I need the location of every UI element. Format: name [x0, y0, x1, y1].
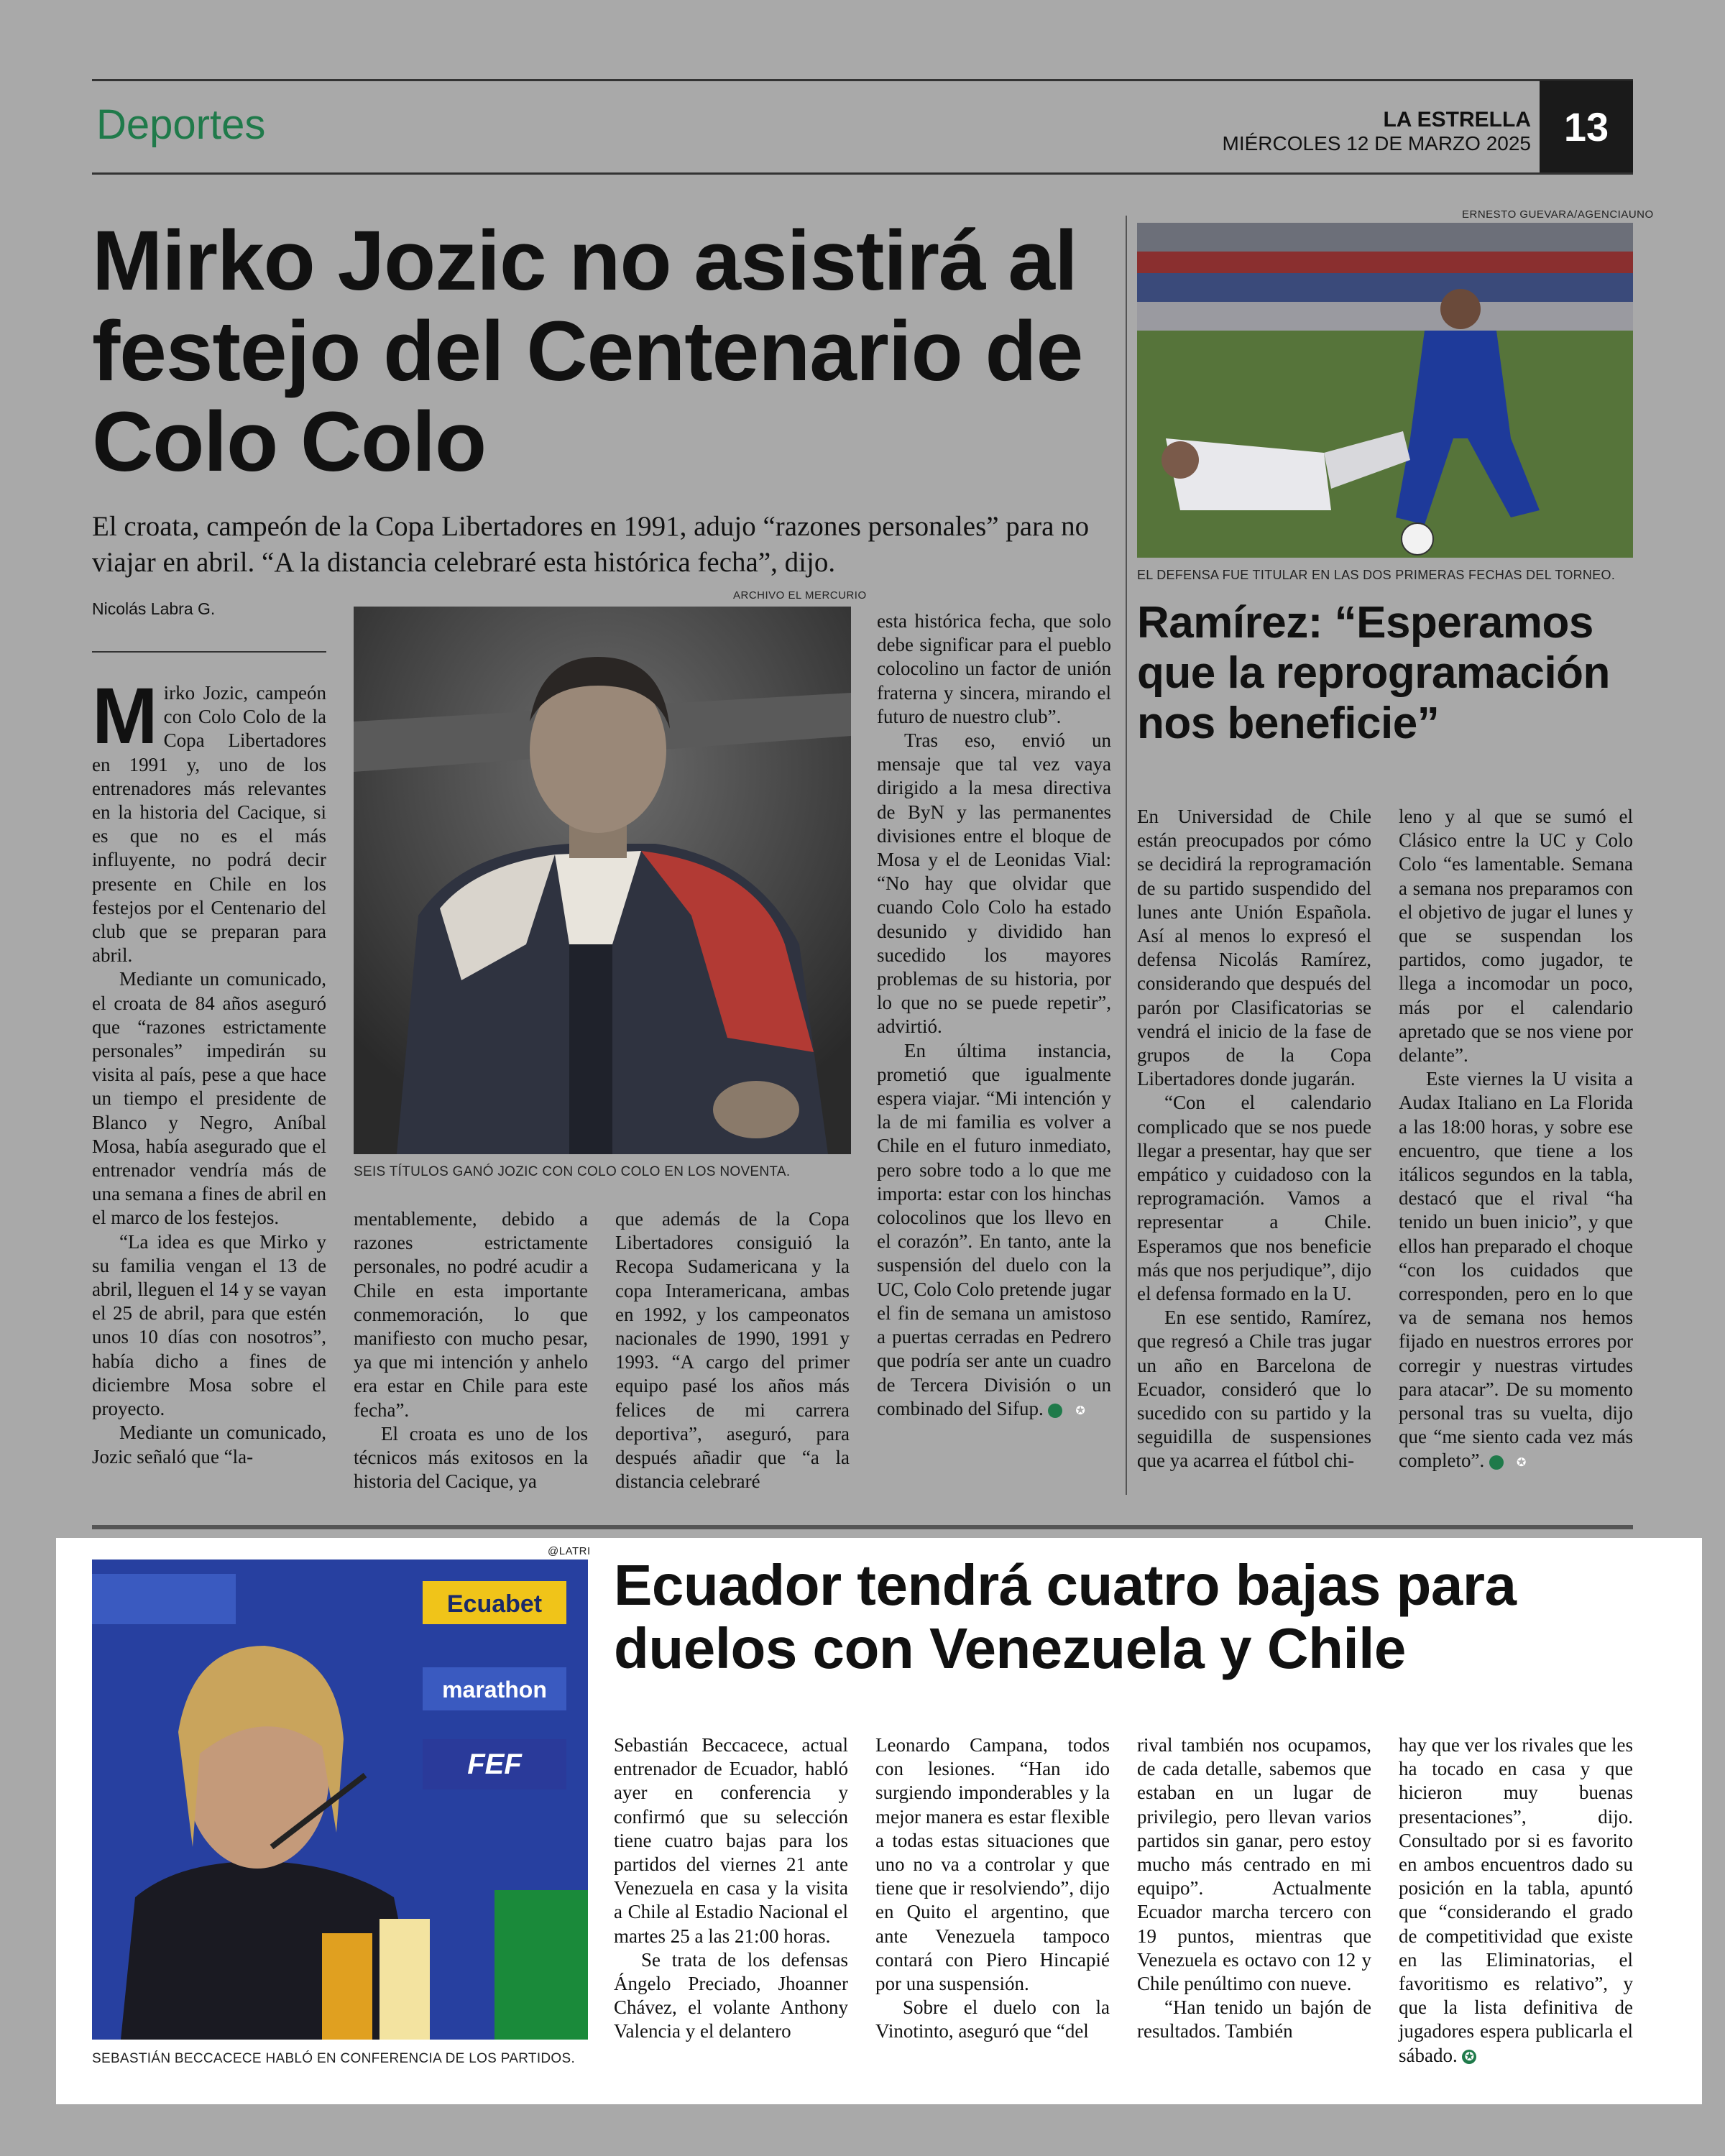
side-col-2-p1: leno y al que se sumó el Clásico entre la UC y Colo Colo “es lamentable. Semana a semana nos preparamos con el objetivo de jugar el lunes y que se suspendan los partidos, como jugador, te llega a incomodar un poco, más por el calendario apretado que se nos viene por delante”.: [1399, 806, 1633, 1067]
side-photo: [1137, 223, 1633, 558]
main-col-2-p1: mentablemente, debido a razones estrictamente personales, no podré acudir a Chile en esta importante conmemoración, lo que manifiesto con mucho pesar, ya que mi intención y anhelo era estar en Chile para este fecha”.: [354, 1208, 588, 1421]
main-headline: Mirko Jozic no asistirá al festejo del Centenario de Colo Colo: [92, 213, 1083, 489]
section-title: Deportes: [96, 101, 266, 148]
paper-name: LA ESTRELLA: [1383, 108, 1531, 132]
end-mark-icon: ✪: [1462, 2050, 1476, 2064]
byline: Nicolás Labra G.: [92, 599, 216, 618]
side-col-2-p2: Este viernes la U visita a Audax Italiano en La Florida a las 18:00 horas, y sobre ese encuentro, que tiene a los itálicos segundos en la tabla, destacó que el rival “ha tenido un buen inicio”, y que ellos han preparado el choque “con los cuidados que corresponden, pero en lo que va de semana nos hemos fijado en nuestros errores por corregir y nuestras virtudes para atacar”. De su momento personal tras su vuelta, dijo que “me siento cada vez más completo”. ✪: [1399, 1068, 1633, 1472]
end-mark-icon: ✪: [1048, 1404, 1062, 1418]
bottom-col-4: [1399, 1733, 1633, 2068]
soccer-photo-illustration: [1137, 223, 1633, 558]
side-photo-credit: ERNESTO GUEVARA/AGENCIAUNO: [1462, 208, 1654, 221]
bottom-col-1-p2: Se trata de los defensas Ángelo Preciado, Jhoanner Chávez, el volante Anthony Valencia y el delantero: [614, 1948, 848, 2042]
header-rule: [92, 172, 1633, 175]
top-rule: [92, 79, 1633, 81]
jozic-photo-illustration: [354, 607, 851, 1154]
main-photo: [354, 607, 851, 1154]
end-mark-icon: ✪: [1489, 1455, 1504, 1470]
main-col-3-p1: que además de la Copa Libertadores consiguió la Recopa Sudamericana y la copa Interamericana, ambas en 1992, y los campeonatos nacionales de 1990, 1991 y 1993. “A cargo del primer equipo pasé los años más felices de mi carrera deportiva”, aseguró, para después añadir que “a la distancia celebraré: [615, 1208, 850, 1493]
main-col-4: [877, 609, 1111, 1421]
side-headline: Ramírez: “Esperamos que la reprogramación nos beneficie”: [1137, 598, 1610, 748]
bottom-col-2-p2: Sobre el duelo con la Vinotinto, aseguró que “del: [875, 1996, 1110, 2042]
bottom-divider: [92, 1525, 1633, 1529]
sponsor-sign-fef: FEF: [467, 1749, 522, 1780]
page-number: 13: [1540, 80, 1633, 172]
bottom-photo-caption: SEBASTIÁN BECCACECE HABLÓ EN CONFERENCIA DE LOS PARTIDOS.: [92, 2051, 576, 2066]
byline-rule: [92, 651, 326, 653]
main-col-2-p2: El croata es uno de los técnicos más exitosos en la historia del Cacique, ya: [354, 1422, 588, 1493]
side-col-1-p3: En ese sentido, Ramírez, que regresó a Chile tras jugar un año en Barcelona de Ecuador, consideró que lo sucedido con su partido y la seguidilla de suspensiones que ya acarrea el fútbol chi-: [1137, 1307, 1371, 1472]
bottom-photo: [92, 1560, 588, 2040]
side-photo-caption: EL DEFENSA FUE TITULAR EN LAS DOS PRIMERAS FECHAS DEL TORNEO.: [1137, 568, 1616, 582]
main-col-1-p1: Mirko Jozic, campeón con Colo Colo de la Copa Libertadores en 1991 y, uno de los entrenadores más relevantes en la historia del Cacique, si es que no es el más influyente, no podrá decir presente en Chile en los festejos por el Centenario del club que se preparan para abril.: [92, 672, 326, 967]
bottom-col-2-p1: Leonardo Campana, todos con lesiones. “Han ido surgiendo imponderables y la mejor manera es estar flexible a todas estas situaciones que uno no va a controlar y que tiene que ir resolviendo”, dijo en Quito el argentino, que ante Venezuela tampoco contará con Piero Hincapié por una suspensión.: [875, 1734, 1110, 1995]
side-col-1: [1137, 805, 1371, 1473]
main-deck: El croata, campeón de la Copa Libertadores en 1991, adujo “razones personales” para no viajar en abril. “A la distancia celebraré esta histórica fecha”, dijo.: [92, 511, 1090, 578]
issue-date: MIÉRCOLES 12 DE MARZO 2025: [1222, 132, 1531, 155]
bottom-col-1: [614, 1733, 848, 2044]
main-col-2: [354, 1207, 588, 1493]
bottom-col-3-p2: “Han tenido un bajón de resultados. También: [1137, 1996, 1371, 2042]
side-col-1-p1: En Universidad de Chile están preocupados por cómo se decidirá la reprogramación de su partido suspendido del lunes ante Unión Española. Así al menos lo expresó el defensa Nicolás Ramírez, considerando que después del parón por Clasificatorias se vendrá el inicio de la fase de grupos de la Copa Libertadores donde jugarán.: [1137, 806, 1371, 1090]
bottom-col-4-p1: hay que ver los rivales que les ha tocado en casa y que hicieron muy buenas presentaciones”, dijo. Consultado por si es favorito en ambos encuentros dado su posición en la tabla, apuntó que “considerando el grado de competitividad que existe en las Eliminatorias, el favoritismo es relativo”, y que la lista definitiva de jugadores espera publicarla el sábado. ✪: [1399, 1734, 1633, 2066]
main-col-1-p2: Mediante un comunicado, el croata de 84 años aseguró que “razones estrictamente personales” impedirán su visita al país, pese a que hace un tiempo el presidente de Blanco y Negro, Aníbal Mosa, había asegurado que el entrenador vendría más de una semana a fines de abril en el marco de los festejos.: [92, 968, 326, 1229]
main-col-4-p2: Tras eso, envió un mensaje que tal vez vaya dirigido a la mesa directiva de ByN y las permanentes divisiones entre el bloque de Mosa y el de Leonidas Vial: “No hay que olvidar que cuando Colo Colo ha estado desunido y dividido han sucedido los mayores problemas de su historia, por lo que no se puede repetir”, advirtió.: [877, 729, 1111, 1038]
bottom-col-1-p1: Sebastián Beccacece, actual entrenador de Ecuador, habló ayer en conferencia y confirmó que su selección tiene cuatro bajas para los partidos del viernes 21 ante Venezuela en casa y la visita a Chile al Estadio Nacional el martes 25 a las 21:00 horas.: [614, 1734, 848, 1947]
bottom-col-2: [875, 1733, 1110, 2044]
main-col-1-p4: Mediante un comunicado, Jozic señaló que “la-: [92, 1422, 326, 1468]
masthead: [1223, 108, 1531, 155]
column-divider: [1126, 216, 1127, 1495]
sponsor-sign-ecuabet: Ecuabet: [446, 1590, 543, 1618]
main-col-1-p3: “La idea es que Mirko y su familia vengan el 13 de abril, lleguen el 14 y se vayan el 25 de abril, para que estén unos 10 días con nosotros”, había dicho a fines de diciembre Mosa sobre el proyecto.: [92, 1230, 326, 1420]
press-conference-illustration: [92, 1560, 588, 2040]
main-col-1: [92, 672, 326, 1469]
sponsor-sign-marathon: marathon: [442, 1677, 547, 1703]
main-photo-caption: SEIS TÍTULOS GANÓ JOZIC CON COLO COLO EN LOS NOVENTA.: [354, 1164, 791, 1179]
main-col-4-p1: esta histórica fecha, que solo debe significar para el pueblo colocolino un factor de unión fraterna y sincera, mirando el futuro de nuestro club”.: [877, 610, 1111, 727]
bottom-col-3-p1: rival también nos ocupamos, de cada detalle, sabemos que estaban en un lugar de privilegio, pero llevan varios partidos sin ganar, pero estoy mucho más centrado en mi equipo”. Actualmente Ecuador marcha tercero con 19 puntos, mientras que Venezuela es octavo con 12 y Chile penúltimo con nueve.: [1137, 1734, 1371, 1995]
dropcap: M: [92, 672, 158, 760]
side-col-1-p2: “Con el calendario complicado que se nos puede llegar a presentar, hay que ser empático y cuidadoso con la reprogramación. Vamos a representar a Chile. Esperamos que nos beneficie más que nos perjudique”, dijo el defensa formado en la U.: [1137, 1092, 1371, 1305]
main-col-3: [615, 1207, 850, 1493]
side-col-2: [1399, 805, 1633, 1473]
bottom-headline: Ecuador tendrá cuatro bajas para duelos con Venezuela y Chile: [614, 1553, 1517, 1680]
main-photo-credit: ARCHIVO EL MERCURIO: [733, 589, 867, 602]
main-col-4-p3: En última instancia, prometió que igualmente espera viajar. “Mi intención y la de mi familia es volver a Chile en el futuro inmediato, pero sobre todo a lo que me importa: estar con los hinchas colocolinos que los llevo en el corazón”. En tanto, ante la suspensión del duelo con la UC, Colo Colo pretende jugar el fin de semana un amistoso a puertas cerradas en Pedrero que podría ser ante un cuadro de Tercera División o un combinado del Sifup. ✪: [877, 1039, 1111, 1419]
bottom-col-3: [1137, 1733, 1371, 2044]
bottom-photo-credit: @LATRI: [548, 1545, 591, 1557]
